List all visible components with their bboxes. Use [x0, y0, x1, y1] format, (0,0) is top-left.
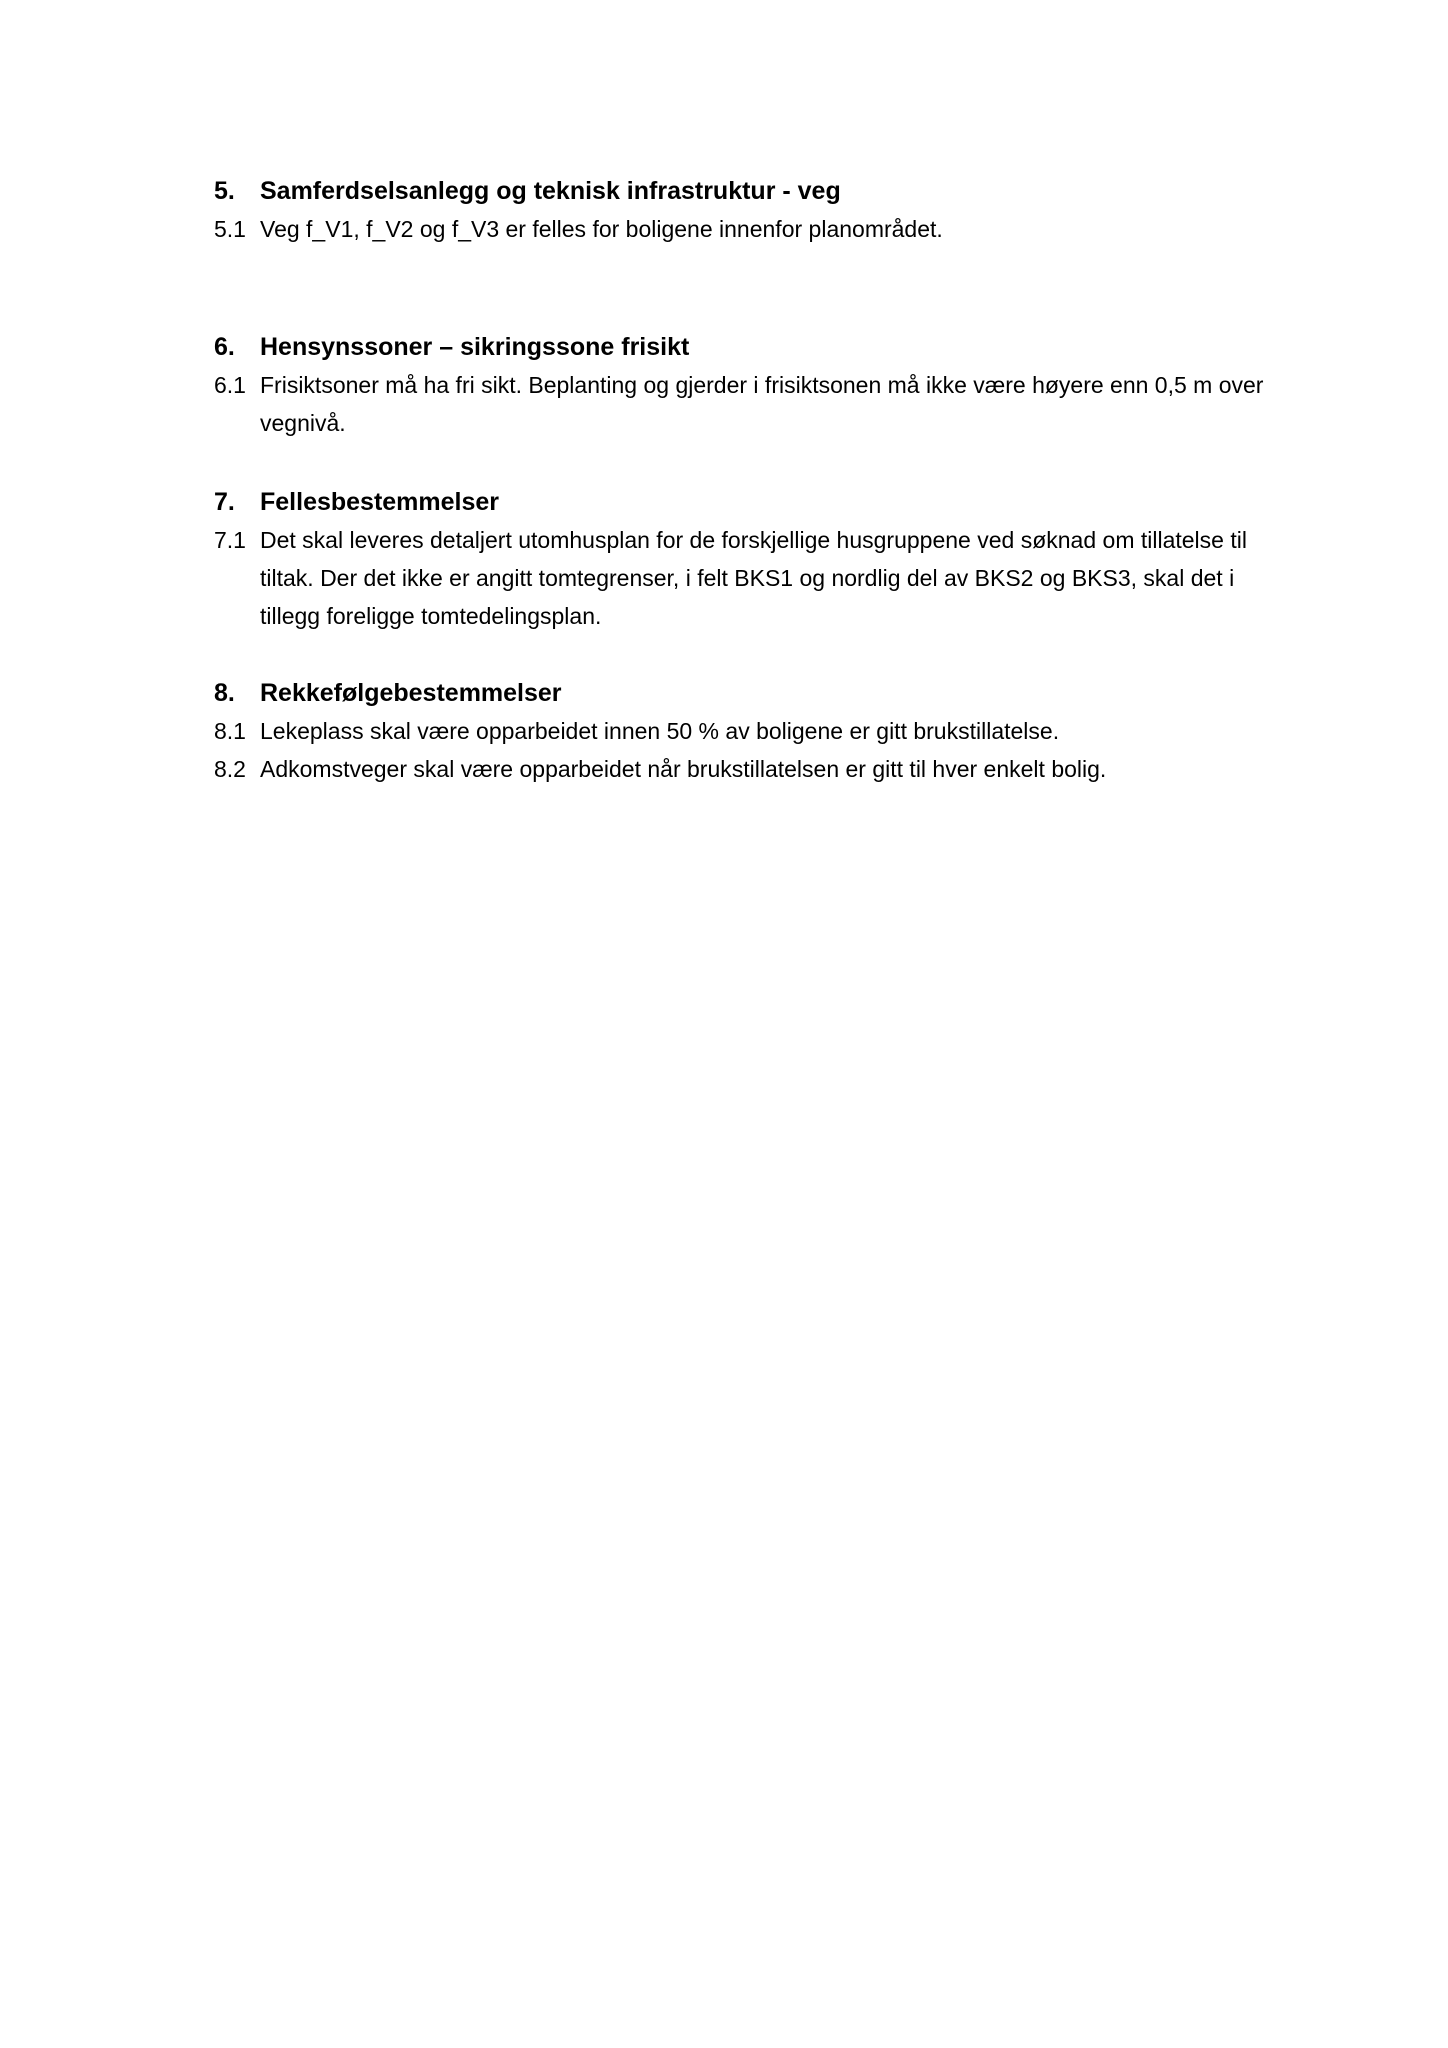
list-item — [214, 210, 1294, 248]
section-number: 6. — [214, 333, 235, 361]
section-heading — [214, 172, 1294, 210]
section-heading — [214, 328, 1294, 366]
section-number: 5. — [214, 177, 235, 205]
list-item — [214, 750, 1294, 788]
item-text: Adkomstveger skal være opparbeidet når brukstillatelsen er gitt til hver enkelt bolig. — [260, 756, 1107, 782]
section-heading — [214, 674, 1294, 712]
list-item — [214, 366, 1294, 442]
item-number: 8.2 — [214, 756, 246, 782]
section-title: Rekkefølgebestemmelser — [260, 679, 562, 707]
item-text: Frisiktsoner må ha fri sikt. Beplanting og gjerder i frisiktsonen må ikke være høyere enn 0,5 m over vegnivå. — [260, 372, 1264, 436]
item-text: Det skal leveres detaljert utomhusplan for de forskjellige husgruppene ved søknad om tillatelse til tiltak. Der det ikke er angitt tomtegrenser, i felt BKS1 og nordlig del av BKS2 og BKS3, skal det i tillegg foreligge tomtedelingsplan. — [260, 527, 1247, 629]
list-item — [214, 521, 1294, 635]
section-7 — [214, 483, 1294, 635]
section-heading — [214, 483, 1294, 521]
section-title: Samferdselsanlegg og teknisk infrastruktur - veg — [260, 177, 841, 205]
section-number: 8. — [214, 679, 235, 707]
item-number: 7.1 — [214, 527, 246, 553]
section-title: Hensynssoner – sikringssone frisikt — [260, 333, 690, 361]
list-item — [214, 712, 1294, 750]
item-text: Lekeplass skal være opparbeidet innen 50 % av boligene er gitt brukstillatelse. — [260, 718, 1060, 744]
item-number: 8.1 — [214, 718, 246, 744]
section-8 — [214, 674, 1294, 788]
item-number: 6.1 — [214, 372, 246, 398]
item-text: Veg f_V1, f_V2 og f_V3 er felles for boligene innenfor planområdet. — [260, 216, 943, 242]
section-title: Fellesbestemmelser — [260, 488, 500, 516]
section-number: 7. — [214, 488, 235, 516]
section-6 — [214, 328, 1294, 442]
section-5 — [214, 172, 1294, 248]
item-number: 5.1 — [214, 216, 246, 242]
